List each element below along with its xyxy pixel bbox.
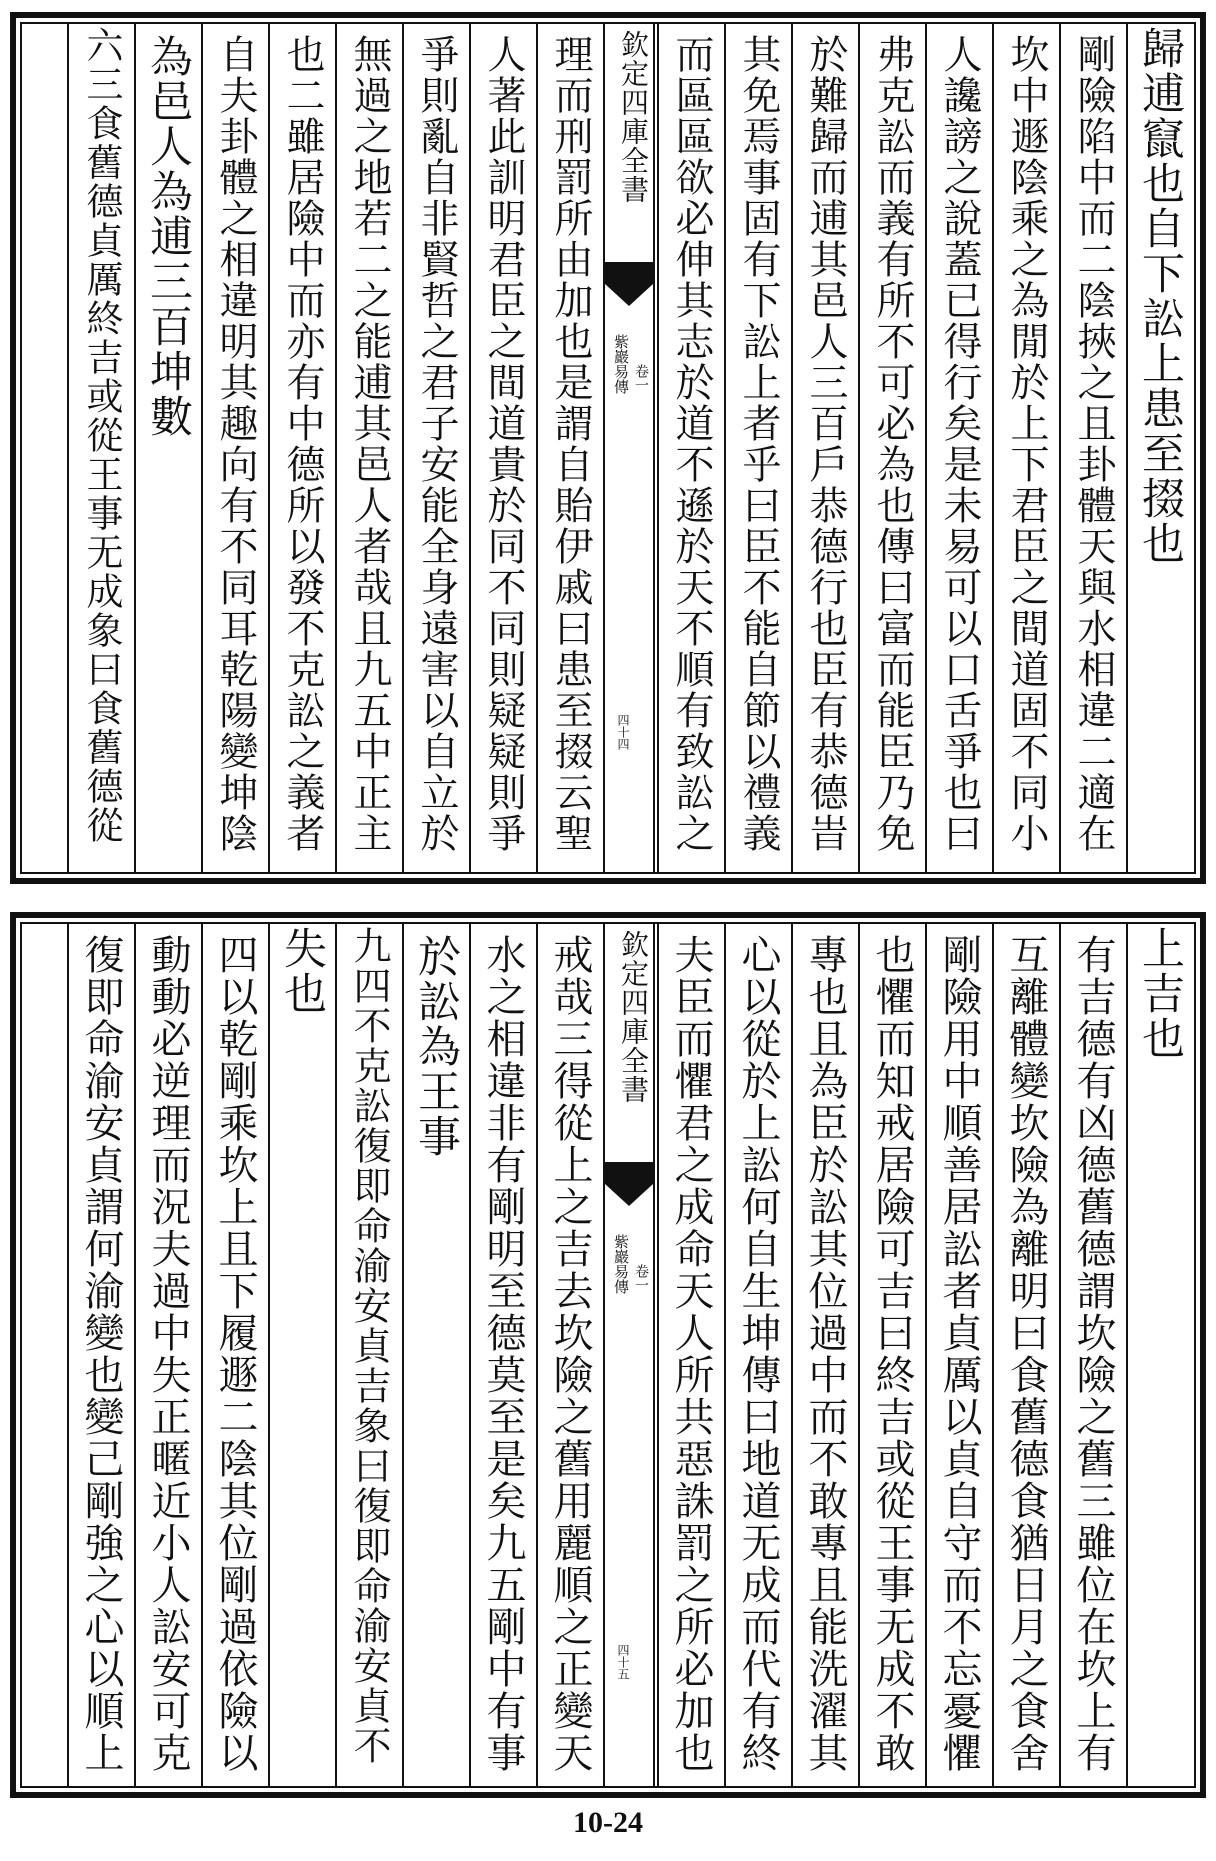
column-text: 弗克訟而義有所不可必為也傳曰富而能臣乃免 (870, 34, 915, 854)
column-text: 六三食舊德貞厲終吉或從王事无成象曰食舊德從 (80, 26, 123, 845)
column-text: 理而刑罰所由加也是謂自貽伊戚曰患至掇云聖 (548, 34, 593, 854)
text-column (67, 924, 134, 1786)
text-column (201, 924, 268, 1786)
text-column (402, 24, 469, 872)
collection-title: 欽定四庫全書 (617, 930, 650, 1104)
column-text: 水之相違非有剛明至德莫至是矣九五剛中有事 (480, 934, 526, 1774)
text-column (335, 24, 402, 872)
column-text: 復即命渝安貞謂何渝變也變己剛強之心以順上 (78, 934, 124, 1774)
text-column (858, 924, 925, 1786)
text-column (657, 24, 724, 872)
text-column (469, 24, 536, 872)
column-text: 於訟為王事 (411, 934, 461, 1159)
column-text: 歸逋竄也自下訟上患至掇也 (1135, 26, 1185, 566)
column-text: 自夫卦體之相違明其趣向有不同耳乾陽變坤陰 (213, 34, 258, 854)
text-column (791, 24, 858, 872)
column-text: 心以從於上訟何自生坤傳曰地道无成而代有終 (735, 934, 781, 1774)
text-column (791, 924, 858, 1786)
center-strip (603, 24, 655, 872)
column-text: 四以乾剛乘坎上且下履遯二陰其位剛過依險以 (212, 934, 258, 1774)
text-column (536, 24, 603, 872)
text-column (925, 24, 992, 872)
bottom-page-panel (10, 912, 1206, 1798)
column-text: 戒哉三得從上之吉去坎險之舊用麗順之正變天 (547, 934, 593, 1774)
text-column (992, 24, 1059, 872)
column-text: 於難歸而逋其邑人三百戶恭德行也臣有恭德旹 (803, 34, 848, 854)
text-column (134, 924, 201, 1786)
text-column (1126, 924, 1193, 1786)
top-page-panel (10, 12, 1206, 884)
volume-label: 卷一 (633, 364, 649, 392)
column-text: 互離體變坎險為離明曰食舊德食猶日月之食舍 (1003, 934, 1049, 1774)
column-text: 上吉也 (1135, 926, 1185, 1061)
column-text: 動動必逆理而況夫過中失正暱近小人訟安可克 (145, 934, 191, 1774)
fish-tail-mark (605, 262, 653, 306)
text-column (469, 924, 536, 1786)
text-column (268, 924, 335, 1786)
column-text: 夫臣而懼君之成命天人所共惡誅罰之所必加也 (668, 934, 714, 1774)
text-column (858, 24, 925, 872)
column-text: 爭則亂自非賢哲之君子安能全身遠害以自立於 (414, 34, 459, 854)
text-column (992, 924, 1059, 1786)
column-text: 失也 (277, 926, 327, 1016)
column-text: 也懼而知戒居險可吉曰終吉或從王事无成不敢 (869, 934, 915, 1774)
center-strip (603, 924, 655, 1786)
column-text: 其免焉事固有下訟上者乎曰臣不能自節以禮義 (736, 34, 781, 854)
text-column (402, 924, 469, 1786)
column-text: 專也且為臣於訟其位過中而不敢專且能洗濯其 (802, 934, 848, 1774)
text-column (268, 24, 335, 872)
column-text: 為邑人為逋三百坤數 (143, 34, 193, 439)
column-text: 有吉德有凶德舊德謂坎險之舊三雖位在坎上有 (1070, 934, 1116, 1774)
text-column (201, 24, 268, 872)
text-column (925, 924, 992, 1786)
column-text: 剛險用中順善居訟者貞厲以貞自守而不忘憂懼 (936, 934, 982, 1774)
text-column (134, 24, 201, 872)
volume-label: 卷一 (633, 1264, 649, 1292)
column-text: 坎中遯陰乘之為閒於上下君臣之間道固不同小 (1004, 34, 1049, 854)
page-number: 10-24 (573, 1806, 643, 1839)
text-column (536, 924, 603, 1786)
leaf-number: 四十五 (616, 1644, 630, 1680)
text-column (335, 924, 402, 1786)
text-column (1059, 24, 1126, 872)
column-text: 剛險陷中而二陰挾之且卦體天與水相違二適在 (1071, 34, 1116, 854)
column-text: 人著此訓明君臣之間道貴於同不同則疑疑則爭 (481, 34, 526, 854)
bottom-columns (22, 924, 1194, 1786)
column-text: 人讒謗之說蓋已得行矣是未易可以口舌爭也曰 (937, 34, 982, 854)
top-columns (22, 24, 1194, 872)
text-column (1126, 24, 1193, 872)
book-title: 紫巖易傳 (612, 334, 630, 394)
column-text: 無過之地若二之能逋其邑人者哉且九五中正主 (347, 34, 392, 854)
column-text: 九四不克訟復即命渝安貞吉象曰復即命渝安貞不 (347, 926, 391, 1766)
collection-title: 欽定四庫全書 (617, 30, 650, 204)
column-text: 也二雖居險中而亦有中德所以發不克訟之義者 (280, 34, 325, 854)
book-title: 紫巖易傳 (612, 1234, 630, 1294)
text-column (724, 924, 791, 1786)
fish-tail-mark (605, 1162, 653, 1206)
leaf-number: 四十四 (616, 714, 630, 750)
text-column (724, 24, 791, 872)
text-column (1059, 924, 1126, 1786)
text-column (657, 924, 724, 1786)
text-column (67, 24, 134, 872)
column-text: 而區區欲必伸其志於道不遜於天不順有致訟之 (669, 34, 714, 854)
